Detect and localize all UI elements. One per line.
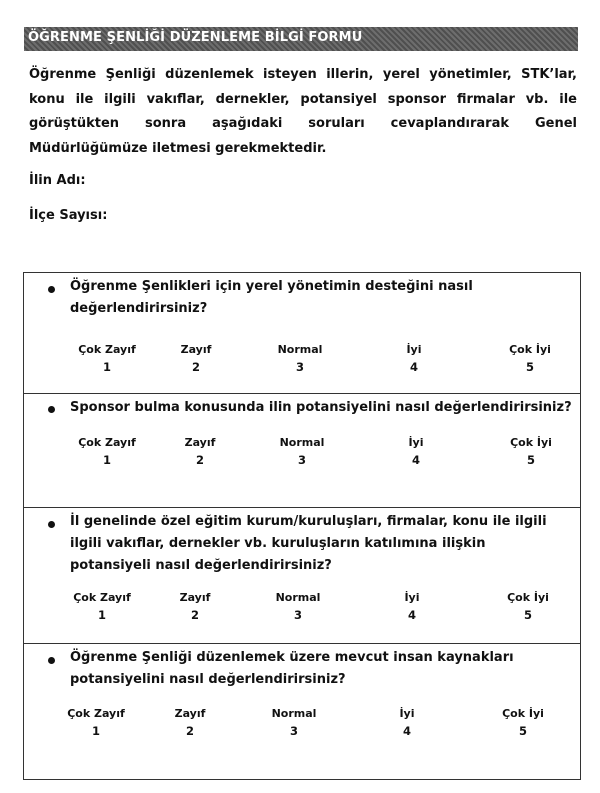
scale-label-5: Çok İyi [510, 436, 552, 449]
scale-label-1: Çok Zayıf [67, 707, 125, 720]
scale-label-5: Çok İyi [509, 343, 551, 356]
scale-label-3: Normal [275, 591, 321, 604]
scale-label-5: Çok İyi [507, 591, 549, 604]
scale-label-4: İyi [404, 591, 420, 604]
scale-number-5: 5 [518, 724, 527, 738]
bullet-icon [48, 406, 55, 413]
scale-label-4: İyi [406, 343, 422, 356]
scale-number-1: 1 [97, 608, 106, 622]
question-box-3 [23, 508, 581, 644]
district-count-label: İlçe Sayısı: [29, 208, 108, 223]
scale-number-4: 4 [411, 453, 420, 467]
scale-number-2: 2 [191, 360, 200, 374]
scale-number-4: 4 [409, 360, 418, 374]
form-title-bar [24, 27, 578, 51]
scale-label-2: Zayıf [174, 707, 206, 720]
scale-label-2: Zayıf [179, 591, 211, 604]
scale-label-4: İyi [408, 436, 424, 449]
scale-number-2: 2 [195, 453, 204, 467]
question-text-4: Öğrenme Şenliği düzenlemek üzere mevcut insan kaynakları potansiyelini nasıl değerlendirirsiniz? [70, 650, 514, 687]
scale-number-3: 3 [289, 724, 298, 738]
question-text-1: Öğrenme Şenlikleri için yerel yönetimin desteğini nasıl değerlendirirsiniz? [70, 279, 473, 316]
intro-paragraph: Öğrenme Şenliği düzenlemek isteyen illerin, yerel yönetimler, STK’lar, konu ile ilgili vakıflar, dernekler, potansiyel sponsor firmalar vb. ile görüştükten sonra aşağıdaki soruları cevaplandırarak Genel Müdürlüğümüze iletmesi gerekmektedir. [29, 67, 577, 156]
question-text-2: Sponsor bulma konusunda ilin potansiyelini nasıl değerlendirirsiniz? [70, 400, 572, 415]
question-box-1 [23, 272, 581, 394]
scale-label-1: Çok Zayıf [78, 436, 136, 449]
scale-number-4: 4 [407, 608, 416, 622]
scale-label-1: Çok Zayıf [78, 343, 136, 356]
scale-number-1: 1 [102, 360, 111, 374]
scale-label-3: Normal [279, 436, 325, 449]
scale-number-4: 4 [402, 724, 411, 738]
scale-number-3: 3 [293, 608, 302, 622]
form-title: ÖĞRENME ŞENLİĞİ DÜZENLEME BİLGİ FORMU [28, 30, 363, 45]
scale-label-3: Normal [271, 707, 317, 720]
bullet-icon [48, 657, 55, 664]
question-text-3: İl genelinde özel eğitim kurum/kuruluşları, firmalar, konu ile ilgili ilgili vakıflar, dernekler vb. kuruluşların katılımına ilişkin potansiyeli nasıl değerlendirirsiniz? [70, 514, 547, 573]
scale-number-1: 1 [102, 453, 111, 467]
scale-number-3: 3 [295, 360, 304, 374]
scale-number-5: 5 [526, 453, 535, 467]
scale-number-3: 3 [297, 453, 306, 467]
scale-label-4: İyi [399, 707, 415, 720]
scale-number-2: 2 [190, 608, 199, 622]
bullet-icon [48, 521, 55, 528]
scale-number-2: 2 [185, 724, 194, 738]
scale-number-1: 1 [91, 724, 100, 738]
scale-label-1: Çok Zayıf [73, 591, 131, 604]
province-name-label: İlin Adı: [29, 173, 86, 188]
scale-number-5: 5 [523, 608, 532, 622]
question-box-4 [23, 644, 581, 780]
scale-label-2: Zayıf [180, 343, 212, 356]
scale-label-5: Çok İyi [502, 707, 544, 720]
scale-label-3: Normal [277, 343, 323, 356]
question-box-2 [23, 394, 581, 508]
scale-number-5: 5 [525, 360, 534, 374]
scale-label-2: Zayıf [184, 436, 216, 449]
bullet-icon [48, 286, 55, 293]
